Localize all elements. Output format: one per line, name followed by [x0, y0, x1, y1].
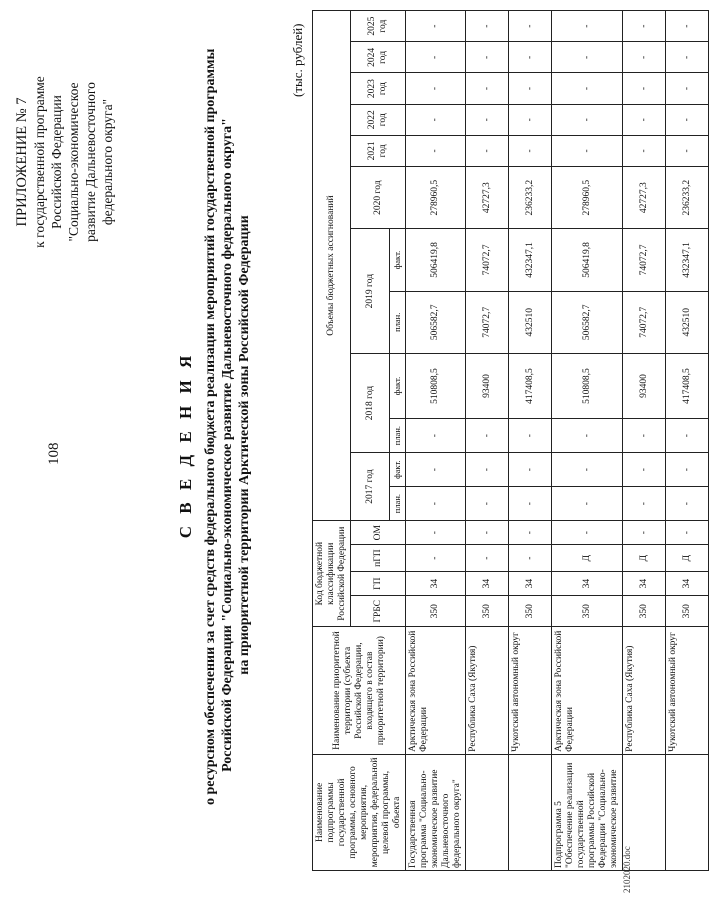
table-row [552, 11, 623, 871]
header-pgp: пГП [351, 545, 406, 572]
header-year-2020: 2020 год [351, 166, 406, 228]
cell-grbs: 350 [466, 596, 509, 627]
cell-f2018: 417408,5 [666, 353, 709, 418]
cell-f2018: 93400 [623, 353, 666, 418]
cell-gp: 34 [552, 572, 623, 596]
heading-title: С В Е Д Е Н И Я [176, 351, 195, 539]
cell-f2018: 510808,5 [406, 353, 466, 418]
cell-territory: Арктическая зона Российской Федерации [552, 627, 623, 755]
heading-line: Российской Федерации "Социально-экономическое развитие Дальневосточного федерального округа" [220, 118, 235, 772]
cell-f2019: 506419,8 [552, 229, 623, 291]
cell-om: - [666, 521, 709, 545]
document-heading [176, 48, 253, 805]
cell-f2019: 432347,1 [509, 229, 552, 291]
cell-y2022: - [552, 104, 623, 135]
cell-pgp: Д [666, 545, 709, 572]
cell-p2017: - [552, 487, 623, 521]
cell-gp: 34 [509, 572, 552, 596]
header-volume: Объемы бюджетных ассигнований [313, 11, 351, 521]
header-fact: факт. [390, 229, 406, 291]
table-row [666, 11, 709, 871]
header-year-2025: 2025 год [351, 11, 406, 42]
header-gp: ГП [351, 572, 406, 596]
cell-grbs: 350 [509, 596, 552, 627]
header-year-2024: 2024 год [351, 42, 406, 73]
cell-grbs: 350 [552, 596, 623, 627]
appendix-line: Российской Федерации [49, 95, 64, 229]
heading-line: о ресурсном обеспечении за счет средств федерального бюджета реализации мероприятий государственной программы [203, 48, 218, 805]
cell-om: - [406, 521, 466, 545]
cell-y2024: - [552, 42, 623, 73]
cell-p2019: 432510 [666, 291, 709, 353]
cell-p2017: - [406, 487, 466, 521]
heading-line: на приоритетной территории Арктической зоны Российской Федерации [237, 215, 252, 675]
cell-territory: Чукотский автономный округ [509, 627, 552, 755]
header-territory: Наименование приоритетной территории (субъекта Российской Федерации, входящего в состав приоритетной территории) [313, 627, 406, 755]
page-number: 108 [46, 442, 62, 465]
cell-p2018: - [509, 419, 552, 453]
cell-y2021: - [623, 135, 666, 166]
cell-y2022: - [509, 104, 552, 135]
cell-y2020: 236233,2 [509, 166, 552, 228]
header-year-2019: 2019 год [351, 229, 390, 354]
cell-p2017: - [666, 487, 709, 521]
cell-y2025: - [552, 11, 623, 42]
cell-y2024: - [509, 42, 552, 73]
cell-y2022: - [623, 104, 666, 135]
cell-y2023: - [552, 73, 623, 104]
cell-territory: Чукотский автономный округ [666, 627, 709, 755]
cell-pgp: - [406, 545, 466, 572]
cell-pgp: Д [552, 545, 623, 572]
cell-gp: 34 [666, 572, 709, 596]
table-row [623, 11, 666, 871]
cell-f2017: - [666, 453, 709, 487]
appendix-line: "Социально-экономическое [66, 82, 81, 242]
cell-territory: Республика Саха (Якутия) [623, 627, 666, 755]
cell-p2018: - [623, 419, 666, 453]
table-row [509, 11, 552, 871]
cell-grbs: 350 [623, 596, 666, 627]
cell-pgp: - [466, 545, 509, 572]
cell-p2017: - [509, 487, 552, 521]
header-year-2021: 2021 год [351, 135, 406, 166]
cell-y2024: - [406, 42, 466, 73]
cell-y2025: - [466, 11, 509, 42]
appendix-line: развитие Дальневосточного [83, 82, 98, 242]
cell-y2022: - [406, 104, 466, 135]
header-plan: план. [390, 487, 406, 521]
table-row [466, 11, 509, 871]
cell-y2022: - [466, 104, 509, 135]
cell-gp: 34 [623, 572, 666, 596]
cell-y2020: 42727,3 [466, 166, 509, 228]
document-code: 2102020.doc [622, 846, 632, 893]
header-plan: план. [390, 419, 406, 453]
cell-pgp: Д [623, 545, 666, 572]
cell-y2021: - [406, 135, 466, 166]
cell-gp: 34 [406, 572, 466, 596]
cell-y2021: - [509, 135, 552, 166]
cell-p2018: - [666, 419, 709, 453]
cell-program [466, 754, 509, 870]
header-year-2018: 2018 год [351, 353, 390, 452]
cell-f2019: 74072,7 [623, 229, 666, 291]
cell-f2017: - [466, 453, 509, 487]
cell-p2018: - [406, 419, 466, 453]
cell-grbs: 350 [666, 596, 709, 627]
cell-pgp: - [509, 545, 552, 572]
header-year-2022: 2022 год [351, 104, 406, 135]
cell-y2020: 278960,5 [552, 166, 623, 228]
cell-f2019: 506419,8 [406, 229, 466, 291]
cell-y2023: - [623, 73, 666, 104]
cell-f2017: - [406, 453, 466, 487]
units-label: (тыс. рублей) [290, 23, 305, 97]
cell-om: - [466, 521, 509, 545]
header-om: ОМ [351, 521, 406, 545]
cell-p2019: 506582,7 [406, 291, 466, 353]
cell-y2022: - [666, 104, 709, 135]
cell-y2021: - [552, 135, 623, 166]
header-plan: план. [390, 291, 406, 353]
appendix-line: федерального округа" [100, 98, 115, 226]
cell-p2019: 74072,7 [466, 291, 509, 353]
appendix-block [14, 17, 116, 307]
cell-y2023: - [666, 73, 709, 104]
header-year-2023: 2023 год [351, 73, 406, 104]
cell-y2025: - [623, 11, 666, 42]
cell-y2024: - [623, 42, 666, 73]
header-fact: факт. [390, 353, 406, 418]
cell-territory: Республика Саха (Якутия) [466, 627, 509, 755]
cell-y2025: - [406, 11, 466, 42]
cell-y2023: - [406, 73, 466, 104]
cell-f2018: 510808,5 [552, 353, 623, 418]
budget-table [312, 10, 709, 871]
cell-y2025: - [509, 11, 552, 42]
cell-p2018: - [466, 419, 509, 453]
cell-f2017: - [552, 453, 623, 487]
cell-om: - [552, 521, 623, 545]
header-budget-code: Код бюджетной классификации Российской Федерации [313, 521, 351, 627]
header-grbs: ГРБС [351, 596, 406, 627]
cell-y2021: - [666, 135, 709, 166]
cell-y2023: - [466, 73, 509, 104]
cell-y2024: - [666, 42, 709, 73]
cell-p2017: - [623, 487, 666, 521]
cell-y2021: - [466, 135, 509, 166]
cell-y2020: 42727,3 [623, 166, 666, 228]
cell-p2018: - [552, 419, 623, 453]
cell-program: Государственная программа "Социально-экономическое развитие Дальневосточного федерального округа" [406, 754, 466, 870]
cell-grbs: 350 [406, 596, 466, 627]
header-program: Наименование подпрограммы государственной программы, основного мероприятия, мероприятия, федеральной целевой программы, объекта [313, 754, 406, 870]
cell-y2020: 278960,5 [406, 166, 466, 228]
cell-gp: 34 [466, 572, 509, 596]
cell-f2018: 417408,5 [509, 353, 552, 418]
cell-territory: Арктическая зона Российской Федерации [406, 627, 466, 755]
cell-p2019: 506582,7 [552, 291, 623, 353]
cell-y2024: - [466, 42, 509, 73]
cell-om: - [623, 521, 666, 545]
cell-program: Подпрограмма 5 "Обеспечение реализации государственной программы Российской Федерации "Социально-экономическое развитие [552, 754, 623, 870]
cell-p2019: 432510 [509, 291, 552, 353]
cell-y2020: 236233,2 [666, 166, 709, 228]
appendix-title: ПРИЛОЖЕНИЕ № 7 [14, 97, 30, 227]
cell-y2023: - [509, 73, 552, 104]
header-fact: факт. [390, 453, 406, 487]
cell-program [623, 754, 666, 870]
cell-p2019: 74072,7 [623, 291, 666, 353]
cell-y2025: - [666, 11, 709, 42]
cell-f2018: 93400 [466, 353, 509, 418]
header-year-2017: 2017 год [351, 453, 390, 521]
table-body [406, 11, 709, 871]
cell-f2017: - [509, 453, 552, 487]
table-row [406, 11, 466, 871]
cell-program [666, 754, 709, 870]
appendix-line: к государственной программе [32, 76, 47, 248]
cell-f2017: - [623, 453, 666, 487]
cell-om: - [509, 521, 552, 545]
cell-program [509, 754, 552, 870]
cell-p2017: - [466, 487, 509, 521]
cell-f2019: 432347,1 [666, 229, 709, 291]
cell-f2019: 74072,7 [466, 229, 509, 291]
